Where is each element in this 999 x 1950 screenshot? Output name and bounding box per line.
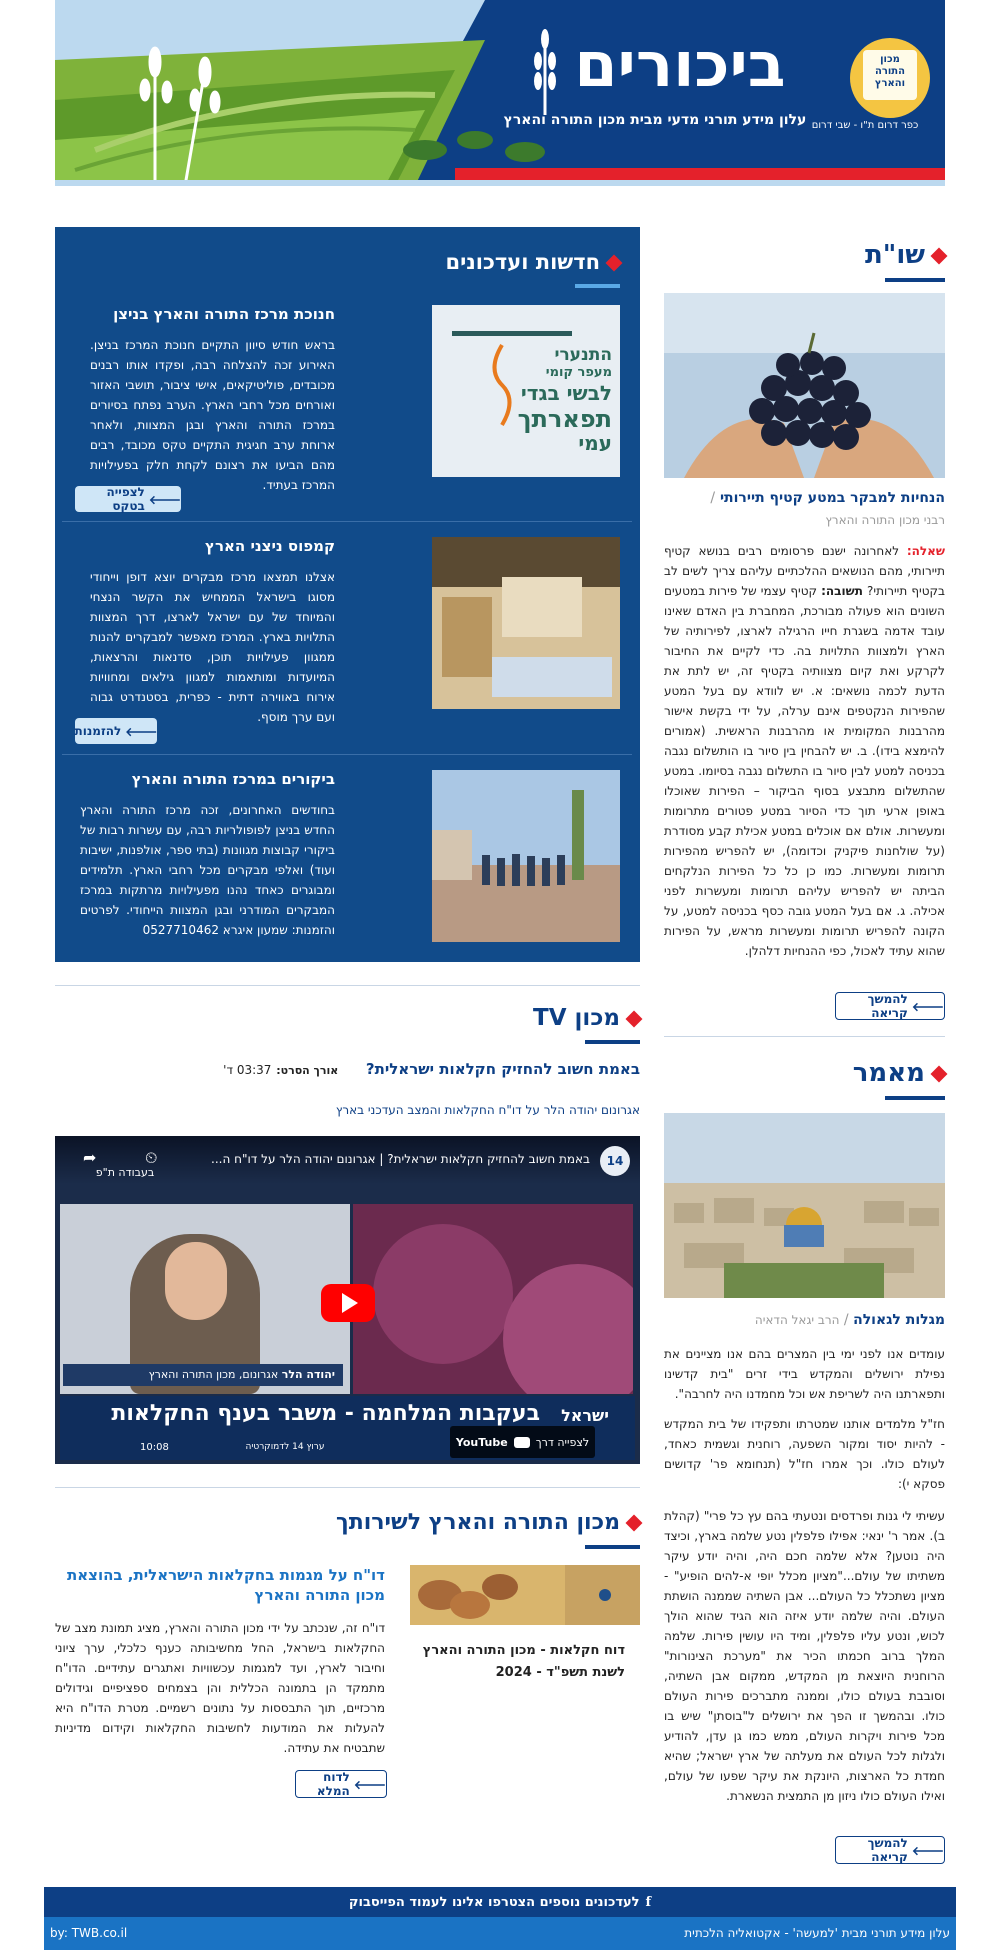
shut-read-more-button[interactable]: 🡐 להמשך קריאה — [835, 992, 945, 1020]
news-underline — [575, 284, 620, 288]
shut-article-title[interactable]: הנחיות למבקר במטע קטיף תיירותי — [719, 490, 945, 506]
name-tag: יהודה הלר אגרונום, מכון התורה והארץ — [63, 1364, 343, 1386]
divider — [55, 1487, 640, 1488]
maamar-p2: חז"ל מלמדים אותנו שמטרתו ותפקידו של בית המקדש - להיות יסוד ומקור השפעה, רוחנית וגשמית כאחד, לעולם כולו. וכך אמרו חז"ל (תנחומא פר' קדושים פסקא י): — [664, 1417, 945, 1491]
header-banner — [55, 0, 945, 186]
video-cabbage-frame — [353, 1204, 633, 1394]
tv-description: אגרונום יהודה הלר על דו"ח החקלאות והמצב העדכני בארץ — [335, 1103, 640, 1117]
report-title[interactable]: דו"ח על מגמות בחקלאות הישראלית, בהוצאת מכון התורה והארץ — [66, 1566, 385, 1604]
tv-video-title[interactable]: באמת חשוב להחזיק חקלאות ישראלית? — [365, 1060, 640, 1078]
maamar-p3: עשיתי לי גנות ופרדסים ונטעתי בהם עץ כל פרי" (קהלת ב). אמר ר' ינאי: אפילו פלפלין נטע שלמה בארץ, וכיצד היה נוטען? אלא שלמה חכם היה, והיה יודע עיקר משתיתו של עולם..."מציון מכלל יופי א-להים הופיע" - מציון נשתכלל כל העולם... אבן השתיה שממנה הושתת העולם. והיה שלמה יודע איזה הוא הגיד שהוא הולך לכוש, ונטע עליו פלפלין, ומיד היו עושין פירות. שלמה המלך ברוב חכמתו הכיר את "מערכת הצינורות" הרוחנית היוצאת מן המקדש, ממקום אבן השתיה, וסובבת בעולם כולו, וממנה מתברכים פירות העולם כולו. ובהמשך זו הפך את ירושלים ל"בוסתן" שיש בו מכל פירות ויקרות העולם, ממש כמו גן עדן, להודיע ולגלות לכל העולם את מעלתה של ארץ ישראל; שהיא חמדת כל הארצות, היונקת את עיקר שפעו של עולם, ואילו העולם כולו ניזון מן התמצית הנשארת. — [664, 1509, 945, 1803]
tv-title: מכון TV — [533, 1005, 620, 1031]
maamar-p1: עומדים אנו לפני ימי בין המצרים בהם אנו מציינים את נפילת ירושלים והמקדש בידי זרים "בית קדשינו ותפארתנו היה לשריפת אש וכל מחמדנו היה לחרבה". — [664, 1347, 945, 1401]
answer-text: קטיף עצמי של פירות במטעים השונים הוא פעולה מבורכת, המחברת בין האדם שאינו עובד אדמה בשגרת חייו הרגילה לארצו, לפירותיה של הארץ ולמצוות התלויות בה. כדי לקיים את החיבור לקרקע ואת קיום מצוותיה בקטיף זה, יש לתת את הדעת לכמה נושאים: א. יש לוודא עם בעל המטע שהפירות הנקטפים אינם ערלה, על ידי בקשת אישור מהרבנות המקומית או מהרבנות הראשית. (אמורים להימצא בידו). ב. יש להבחין בין סיור בו הותשלום נגבה בכניסה למטע לבין סיור בו התשלום נגבה בסיומו. במטע שהתשלום מתבצע בסוף הביקור – הפירות שאוכלו באופן ארעי תוך כדי הסיור במטע פטורים מתרומות ומעשרות. אולם אם אוכלים במטע אכילת קבע מסודרת (על שולחנות פיקניק וכדומה), יש להפריש מהפירות תרומות ומעשרות. כמו כן כל כל הפירות הנלקחים הביתה יש להפריש עליהם תרומות ומעשרות לפני אכילה. ג. אם בעל המטע גובה כסף בכניסה למטע, על הקונה להפריש תרומות ומעשרות מראש, על הפירות שהוא עתיד לאכול, כפי ההנחיות דלהלן. — [664, 584, 945, 958]
news-2-text: אצלנו תמצאו מרכז מבקרים יוצא דופן וייחודי מסוגו בישראל הממחיש את הקשר הנצחי והמיוחד של עם ישראל לארצו, דרך המצוות התלויות בארץ. המרכז מאפשר למבקרים להנות ממגוון פעילויות תוכן, סדנאות והרצאות, המיועדות ומותאמות למגוון גילאים ומחוויות אירוח באווירה דתית - כפרית, בסטנדרט גבוה ועם ערך מוסף. — [90, 570, 335, 724]
arrow-left-icon: 🡐 — [148, 492, 181, 507]
channel-badge: 14 — [600, 1146, 630, 1176]
divider — [664, 1036, 945, 1037]
tv-length-label: אורך הסרט: — [276, 1064, 339, 1077]
divider — [62, 521, 632, 522]
maamar-title: מאמר — [852, 1058, 925, 1088]
news-1-title[interactable]: חנוכת מרכז התורה והארץ בניצן — [113, 305, 335, 323]
diamond-icon — [626, 1515, 643, 1532]
news-3-text: בחודשים האחרונים, זכה מרכז התורה והארץ החדש בניצן לפופולריות רבה, עם עשרות רבות של ביקורי קבוצות מגוונות (בתי ספר, אולפנות, ישיבות ועוד) ואלפי מבקרים מכל רחבי הארץ. תלמידים ומבוגרים כאחד נהנו מפעילויות מרתקות במרכז המבקרים המודרני ובגן המצוות הייחודי. לפרטים והזמנות: שמעון איגרא 0527710462 — [80, 803, 335, 937]
play-icon — [342, 1293, 358, 1313]
video-channel-logo: ישראל — [561, 1406, 609, 1425]
share-icon[interactable]: ➦ — [83, 1148, 97, 1167]
divider — [55, 985, 640, 986]
clock-icon[interactable]: ⏲ — [145, 1148, 158, 1167]
banner-illustration — [55, 0, 945, 186]
arrow-left-icon: 🡐 — [911, 999, 944, 1014]
news-1-button[interactable]: 🡐 לצפייה בטקס — [75, 486, 181, 512]
diamond-icon — [931, 247, 948, 264]
service-title: מכון התורה והארץ לשירותך — [336, 1510, 620, 1535]
report-text: דו"ח זה, שנכתב על ידי מכון התורה והארץ, מציג תמונת מצב של החקלאות בישראל, החל מחשיבותה כענף כלכלי, ערך ציוני וחיבור לארץ, ועד למגמות עכשוויות ואתגרים עתידיים. הדו"ח מתמקד הן בתמונה הכללית והן בצמחים ספציפיים וגידולים מרכזיים, תוך התבססות על נתונים רשמיים. מטרת הדו"ח היא להעלות את המודעות לחשיבות החקלאות וקידום מדיניות שתבטיח את עתידה. — [55, 1621, 385, 1755]
video-clock: 10:08 — [140, 1442, 169, 1453]
divider — [62, 754, 632, 755]
shut-body — [664, 541, 945, 961]
shut-article-title-row: הנחיות למבקר במטע קטיף תיירותי / — [710, 490, 945, 506]
maamar-article-title-row: מגלות לגאולה / הרב יגאל הדאיה — [754, 1312, 945, 1328]
shut-author: רבני מכון התורה והארץ — [825, 513, 945, 527]
shut-title: שו"ת — [865, 240, 925, 270]
diamond-icon — [606, 255, 623, 272]
question-text: לאחרונה ישנם פרסומים רבים בנושא קטיף תיירותי, מהם הנושאים ההלכתיים עליהם צריך לשים לב בקטיף תיירותי? — [664, 544, 945, 598]
report-image — [410, 1565, 640, 1625]
answer-label: תשובה: — [821, 584, 863, 598]
tv-length-value: 03:37 ד' — [223, 1063, 272, 1077]
service-heading — [280, 1510, 640, 1535]
maamar-read-more-button[interactable]: 🡐 להמשך קריאה — [835, 1836, 945, 1864]
youtube-icon — [514, 1437, 530, 1448]
maamar-heading — [780, 1058, 945, 1088]
report-button[interactable]: 🡐 לדוח המלא — [295, 1770, 387, 1798]
facebook-icon: f — [645, 1894, 652, 1910]
news-3-image — [432, 770, 620, 942]
video-channel-title[interactable]: באמת חשוב להחזיק חקלאות ישראלית? | אגרונום יהודה הלר על דו"ח ה... — [211, 1152, 590, 1166]
news-3-title[interactable]: ביקורים במרכז התורה והארץ — [131, 770, 335, 788]
video-player[interactable] — [55, 1136, 640, 1464]
diamond-icon — [931, 1065, 948, 1082]
brand-subtitle: עלון מידע תורני מדעי מבית מכון התורה והארץ — [503, 112, 807, 128]
news-1-text: בראש חודש סיוון התקיים חנוכת המרכז בניצן. האירוע זכה להצלחה רבה, ופקדו אותו רבנים מכובדים, פוליטיקאים, אישי ציבור, תושבי האזור ואורחים מכל רחבי הארץ. הערב נפתח בסיורים במרכז התורה והארץ ובגן המצוות, ולאחר ארוחת ערב חגיגית התקיים טקס מכובד, רבים מהם הביעו את רצונם לקחת חלק בפעילויות המרכז בעתיד. — [90, 338, 335, 492]
report-caption: דוח חקלאות - מכון התורה והארץ לשנת תשפ"ד - 2024 — [422, 1643, 625, 1680]
news-2-image — [432, 537, 620, 709]
person-face — [165, 1242, 227, 1320]
tv-heading — [440, 1005, 640, 1031]
facebook-bar[interactable] — [44, 1887, 956, 1917]
watch-on-youtube[interactable]: לצפייה דרך YouTube — [450, 1426, 595, 1458]
arrow-left-icon: 🡐 — [353, 1777, 386, 1792]
news-2-title[interactable]: קמפוס ניצני הארץ — [205, 537, 335, 555]
news-title: חדשות ועדכונים — [445, 250, 600, 274]
diamond-icon — [626, 1010, 643, 1027]
arrow-left-icon: 🡐 — [911, 1843, 944, 1858]
news-2-button[interactable]: 🡐 להזמנות — [75, 718, 157, 744]
question-label: שאלה: — [906, 544, 945, 558]
maamar-article-title[interactable]: מגלות לגאולה — [853, 1312, 945, 1328]
shut-heading — [780, 240, 945, 270]
video-side-box: בעבודה ת"פ — [95, 1166, 155, 1179]
brand-title: ביכורים — [574, 28, 786, 101]
logo-text: מכון התורה והארץ — [874, 54, 906, 89]
maamar-underline — [885, 1096, 945, 1100]
video-corner-logo: ערוץ 14 לדמוקרטיה — [245, 1442, 325, 1452]
news-heading — [300, 250, 620, 274]
footer-credit[interactable]: by: TWB.co.il — [50, 1926, 128, 1940]
video-banner-text: בעקבות המלחמה - משבר בענף החקלאות — [111, 1401, 540, 1426]
wheat-icon — [520, 25, 570, 115]
tv-underline — [585, 1040, 640, 1044]
grapes-image — [664, 293, 945, 478]
play-button[interactable] — [321, 1284, 375, 1322]
shut-underline — [885, 278, 945, 282]
arrow-left-icon: 🡐 — [125, 724, 158, 739]
facebook-text: לעדכונים נוספים הצטרפו אלינו לעמוד הפייסבוק — [348, 1894, 640, 1910]
jerusalem-image — [664, 1113, 945, 1298]
tv-info-row — [55, 1060, 640, 1078]
news-1-image-text: התנערי מעפר קומי לבשי בגדי תפארתך עמי — [517, 345, 612, 451]
cabbage-1 — [373, 1224, 513, 1364]
service-underline — [585, 1545, 640, 1549]
cabbage-2 — [503, 1264, 633, 1394]
logo-caption: כפר דרום ת"ו - שבי דרום — [811, 120, 919, 131]
footer-tagline: עלון מידע תורני מבית 'למעשה' - אקטואליה הלכתית — [684, 1926, 950, 1940]
maamar-author: הרב יגאל הדאיה — [754, 1313, 840, 1327]
